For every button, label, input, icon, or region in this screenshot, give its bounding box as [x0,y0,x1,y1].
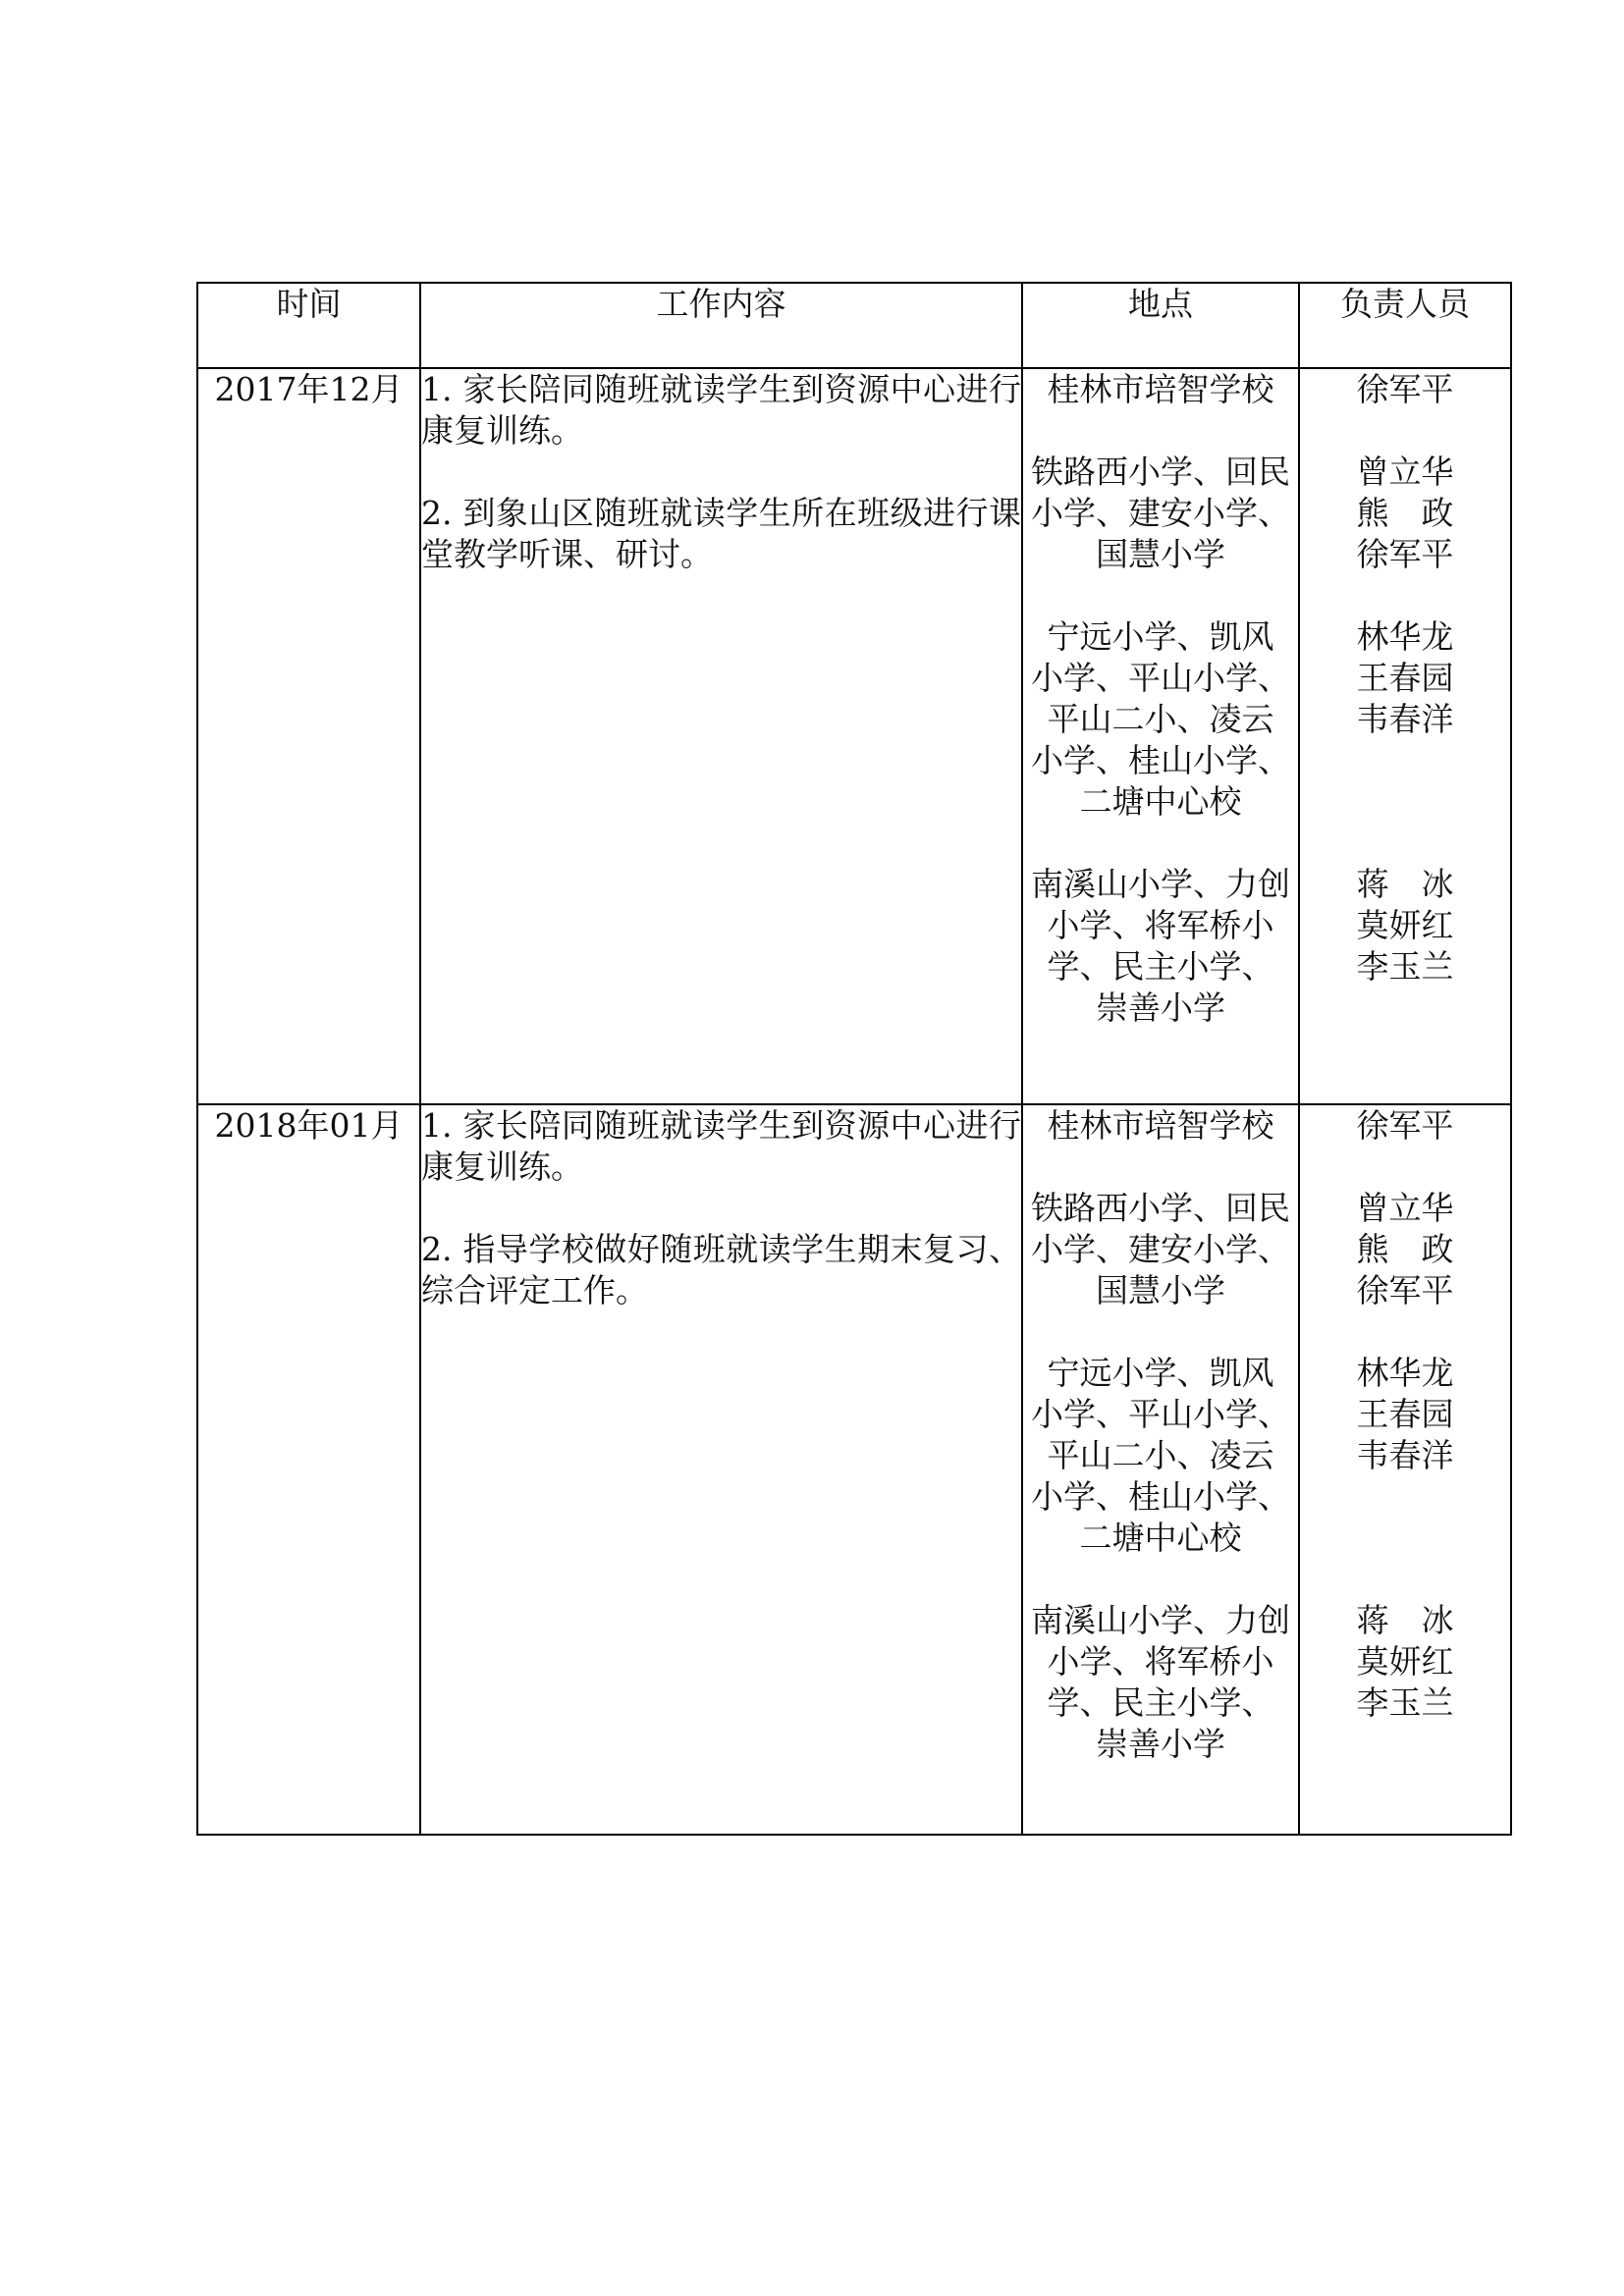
person-name: 林华龙 [1356,617,1454,656]
person-name: 曾立华 [1356,453,1454,491]
location-line: 小学、平山小学、 [1031,1395,1290,1433]
location-line: 小学、桂山小学、 [1031,1477,1290,1516]
work-content-cell [420,1104,1022,1835]
work-item: 2. 到象山区随班就读学生所在班级进行课堂教学听课、研讨。 [421,494,1021,573]
spacer [1300,1518,1510,1559]
location-line: 崇善小学 [1096,988,1225,1027]
spacer [1300,1476,1510,1518]
person-group [1300,864,1510,988]
location-line: 平山二小、凌云 [1047,700,1274,738]
time-cell: 2018年01月 [197,1104,420,1835]
location-group [1023,1188,1298,1311]
location-cell [1022,1104,1299,1835]
location-line: 二塘中心校 [1079,782,1242,821]
person-name: 蒋 冰 [1356,1601,1454,1639]
location-line: 桂林市培智学校 [1047,1106,1274,1145]
responsible-person-cell [1299,1104,1511,1835]
location-line: 小学、将军桥小 [1047,906,1274,944]
person-name: 李玉兰 [1356,1683,1454,1722]
table-row [197,368,1511,1104]
person-name: 熊 政 [1356,494,1454,532]
location-line: 学、民主小学、 [1047,947,1274,986]
location-line: 小学、将军桥小 [1047,1642,1274,1681]
location-line: 铁路西小学、回民 [1031,1189,1290,1227]
location-line: 宁远小学、凯风 [1047,617,1274,656]
person-name: 莫妍红 [1356,906,1454,944]
header-responsible-person: 负责人员 [1299,283,1511,368]
location-line: 铁路西小学、回民 [1031,453,1290,491]
location-line: 小学、建安小学、 [1031,1230,1290,1268]
location-line: 平山二小、凌云 [1047,1436,1274,1474]
person-group [1300,1105,1510,1147]
person-name: 莫妍红 [1356,1642,1454,1681]
location-line: 二塘中心校 [1079,1519,1242,1557]
location-group [1023,1105,1298,1147]
location-cell [1022,368,1299,1104]
location-group [1023,864,1298,1029]
location-line: 崇善小学 [1096,1725,1225,1763]
location-group [1023,369,1298,410]
location-line: 国慧小学 [1096,535,1225,573]
location-line: 学、民主小学、 [1047,1683,1274,1722]
table-header-row [197,283,1511,368]
location-line: 小学、平山小学、 [1031,659,1290,697]
table-row [197,1104,1511,1835]
work-content-cell [420,368,1022,1104]
header-time: 时间 [197,283,420,368]
location-line: 小学、建安小学、 [1031,494,1290,532]
location-group [1023,1600,1298,1765]
schedule-table [196,282,1512,1836]
person-name: 韦春洋 [1356,700,1454,738]
person-group [1300,1188,1510,1311]
spacer [1300,781,1510,823]
location-group [1023,452,1298,575]
person-name: 蒋 冰 [1356,865,1454,903]
person-group [1300,452,1510,575]
location-group [1023,616,1298,823]
person-name: 徐军平 [1356,1271,1454,1309]
person-group [1300,369,1510,410]
person-group [1300,1600,1510,1724]
work-item: 2. 指导学校做好随班就读学生期末复习、综合评定工作。 [421,1230,1021,1309]
work-item: 1. 家长陪同随班就读学生到资源中心进行康复训练。 [421,1106,1021,1186]
location-line: 桂林市培智学校 [1047,370,1274,408]
person-group [1300,616,1510,823]
location-group [1023,1353,1298,1559]
header-work-content: 工作内容 [420,283,1022,368]
person-group [1300,1353,1510,1559]
person-name: 徐军平 [1356,535,1454,573]
person-name: 熊 政 [1356,1230,1454,1268]
location-line: 宁远小学、凯风 [1047,1354,1274,1392]
person-name: 徐军平 [1356,1106,1454,1145]
person-name: 林华龙 [1356,1354,1454,1392]
location-line: 国慧小学 [1096,1271,1225,1309]
location-line: 南溪山小学、力创 [1031,865,1290,903]
responsible-person-cell [1299,368,1511,1104]
time-cell: 2017年12月 [197,368,420,1104]
person-name: 徐军平 [1356,370,1454,408]
person-name: 曾立华 [1356,1189,1454,1227]
person-name: 韦春洋 [1356,1436,1454,1474]
spacer [1300,740,1510,781]
work-item: 1. 家长陪同随班就读学生到资源中心进行康复训练。 [421,370,1021,450]
person-name: 王春园 [1356,659,1454,697]
person-name: 王春园 [1356,1395,1454,1433]
person-name: 李玉兰 [1356,947,1454,986]
location-line: 小学、桂山小学、 [1031,741,1290,779]
header-location: 地点 [1022,283,1299,368]
location-line: 南溪山小学、力创 [1031,1601,1290,1639]
